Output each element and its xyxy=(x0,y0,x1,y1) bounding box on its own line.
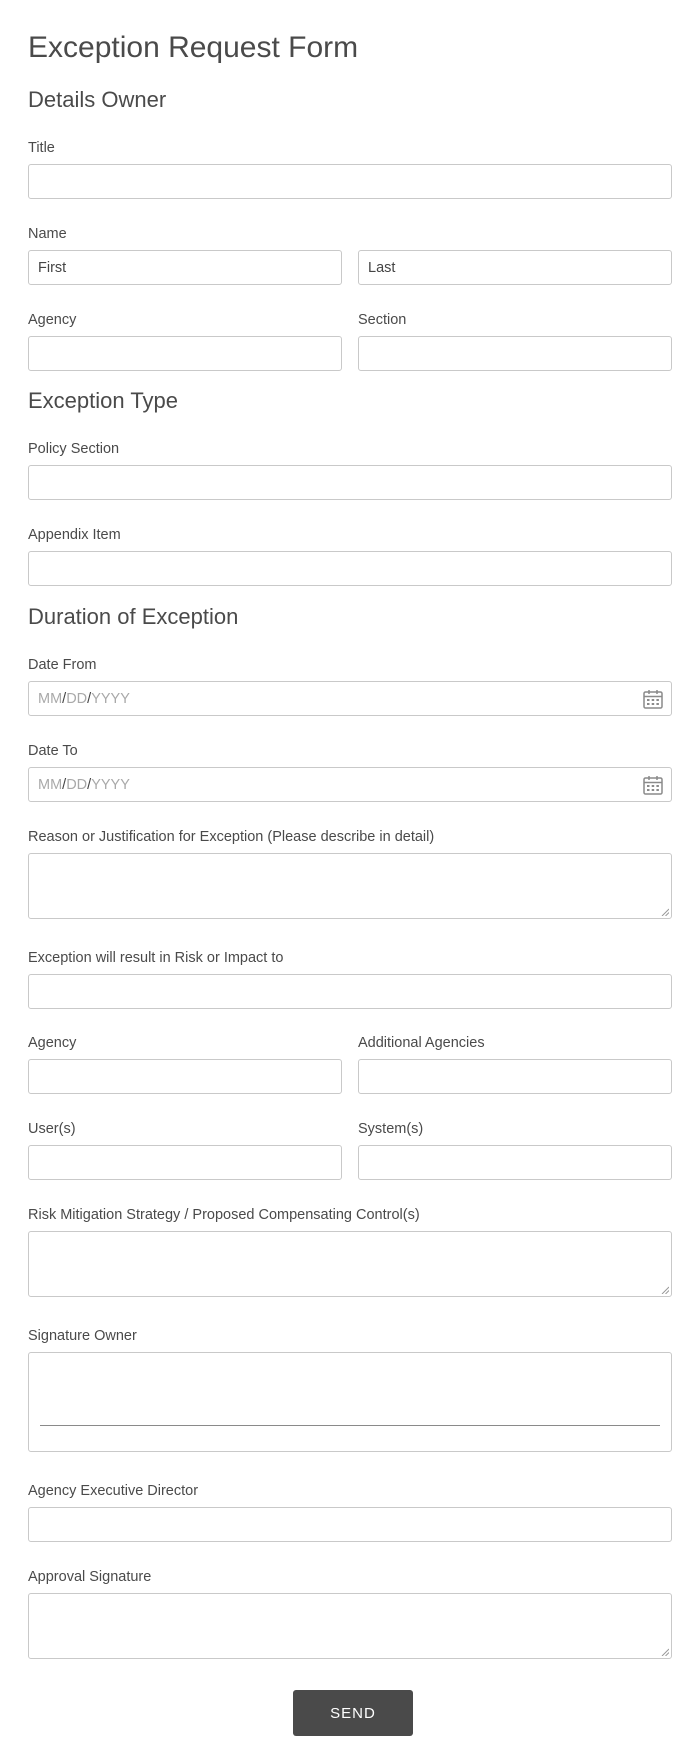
date-from-label: Date From xyxy=(28,657,97,673)
date-from-input[interactable] xyxy=(28,681,672,716)
resize-handle-icon[interactable] xyxy=(661,908,669,916)
risk-impact-input[interactable] xyxy=(28,974,672,1009)
additional-agencies-label: Additional Agencies xyxy=(358,1035,485,1051)
resize-handle-icon[interactable] xyxy=(661,1648,669,1656)
calendar-icon[interactable] xyxy=(642,688,664,710)
date-from-placeholder xyxy=(38,690,130,708)
agency-label: Agency xyxy=(28,312,77,328)
reason-textarea[interactable] xyxy=(28,853,672,919)
title-label: Title xyxy=(28,140,55,156)
approval-signature-label: Approval Signature xyxy=(28,1569,152,1585)
form-title: Exception Request Form xyxy=(28,31,359,64)
section-input[interactable] xyxy=(358,336,672,371)
reason-label: Reason or Justification for Exception (Please describe in detail) xyxy=(28,829,435,845)
users-input[interactable] xyxy=(28,1145,342,1180)
appendix-item-input[interactable] xyxy=(28,551,672,586)
additional-agencies-input[interactable] xyxy=(358,1059,672,1094)
date-to-sep-1: / xyxy=(62,777,67,793)
date-to-yyyy: YYYY xyxy=(91,777,130,793)
date-from-mm: MM xyxy=(38,691,63,707)
systems-input[interactable] xyxy=(358,1145,672,1180)
executive-director-label: Agency Executive Director xyxy=(28,1483,199,1499)
calendar-icon[interactable] xyxy=(642,774,664,796)
users-label: User(s) xyxy=(28,1121,76,1137)
mitigation-label: Risk Mitigation Strategy / Proposed Compensating Control(s) xyxy=(28,1207,420,1223)
agency-input[interactable] xyxy=(28,336,342,371)
signature-owner-pad[interactable] xyxy=(28,1352,672,1452)
risk-agency-input[interactable] xyxy=(28,1059,342,1094)
date-from-sep-2: / xyxy=(87,691,92,707)
date-from-yyyy: YYYY xyxy=(91,691,130,707)
first-name-placeholder: First xyxy=(38,260,67,276)
appendix-item-label: Appendix Item xyxy=(28,527,121,543)
signature-owner-label: Signature Owner xyxy=(28,1328,137,1344)
policy-section-input[interactable] xyxy=(28,465,672,500)
risk-impact-label: Exception will result in Risk or Impact to xyxy=(28,950,284,966)
signature-line xyxy=(40,1425,660,1426)
resize-handle-icon[interactable] xyxy=(661,1286,669,1294)
section-title-duration: Duration of Exception xyxy=(28,604,239,629)
section-title-details-owner: Details Owner xyxy=(28,87,167,112)
last-name-input[interactable] xyxy=(358,250,672,285)
name-label: Name xyxy=(28,226,67,242)
date-to-dd: DD xyxy=(66,777,88,793)
date-to-label: Date To xyxy=(28,743,78,759)
executive-director-input[interactable] xyxy=(28,1507,672,1542)
policy-section-label: Policy Section xyxy=(28,441,120,457)
date-from-dd: DD xyxy=(66,691,88,707)
send-button[interactable]: SEND xyxy=(293,1690,413,1736)
title-input[interactable] xyxy=(28,164,672,199)
date-to-mm: MM xyxy=(38,777,63,793)
date-to-sep-2: / xyxy=(87,777,92,793)
approval-signature-textarea[interactable] xyxy=(28,1593,672,1659)
first-name-input[interactable] xyxy=(28,250,342,285)
date-to-input[interactable] xyxy=(28,767,672,802)
section-label: Section xyxy=(358,312,407,328)
last-name-placeholder: Last xyxy=(368,260,396,276)
date-to-placeholder xyxy=(38,776,130,794)
section-title-exception-type: Exception Type xyxy=(28,388,179,413)
date-from-sep-1: / xyxy=(62,691,67,707)
mitigation-textarea[interactable] xyxy=(28,1231,672,1297)
systems-label: System(s) xyxy=(358,1121,424,1137)
risk-agency-label: Agency xyxy=(28,1035,77,1051)
